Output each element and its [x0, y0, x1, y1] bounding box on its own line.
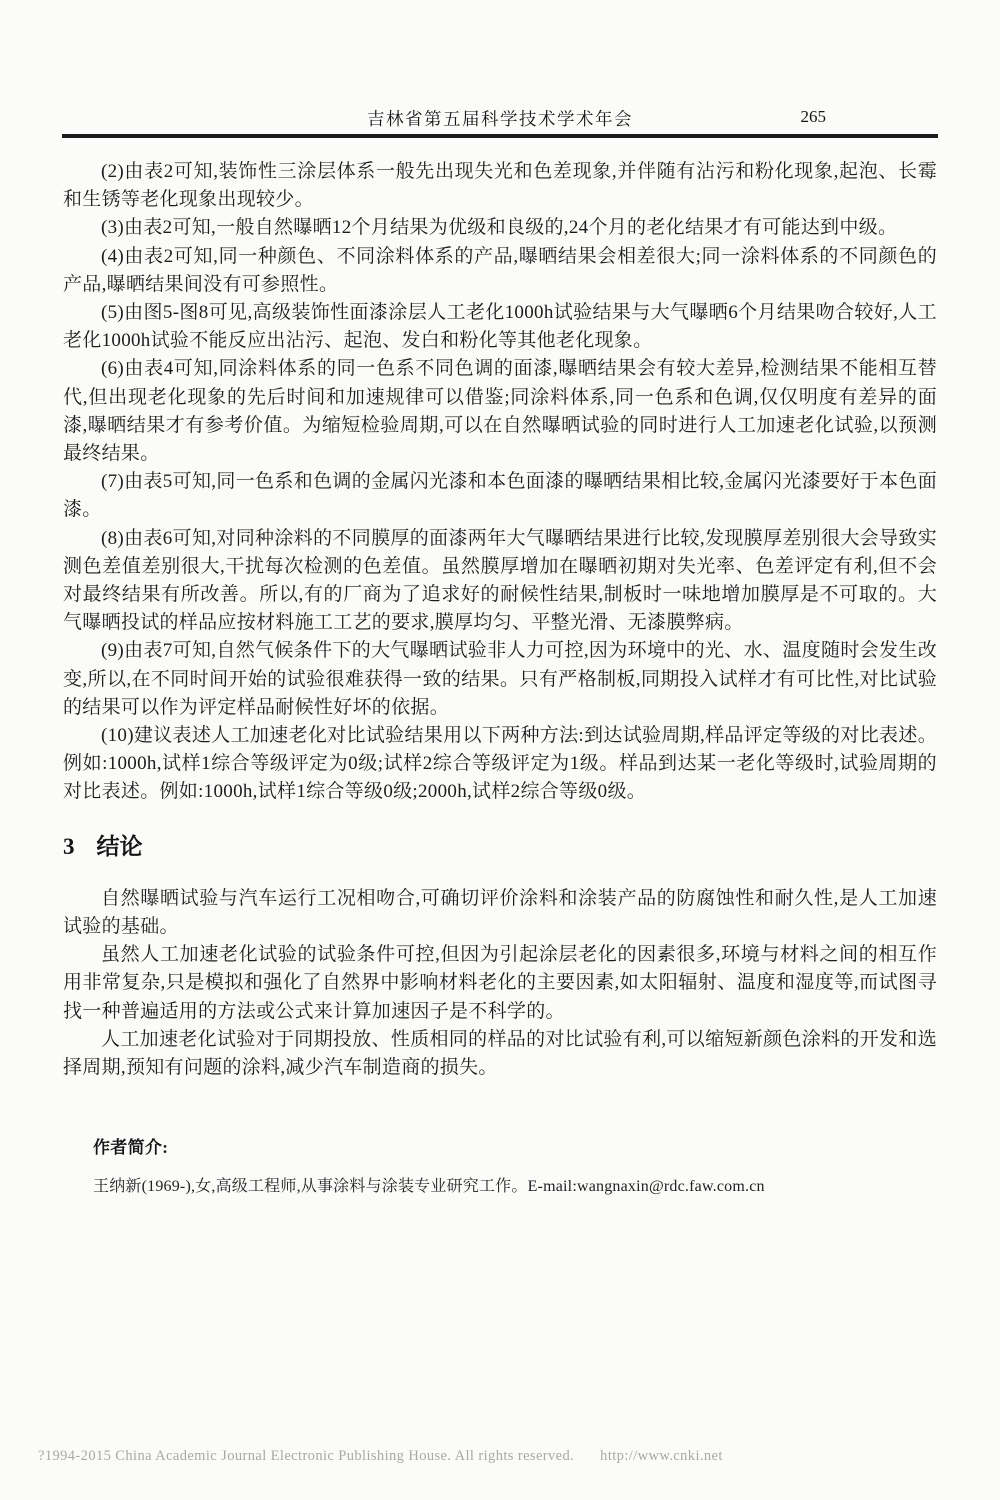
header-title-line — [62, 106, 938, 132]
body-paragraph-8: (8)由表6可知,对同种涂料的不同膜厚的面漆两年大气曝晒结果进行比较,发现膜厚差别很大会导致实测色差值差别很大,干扰每次检测的色差值。虽然膜厚增加在曝晒初期对失光率、色差评定有利,但不会对最终结果有所改善。所以,有的厂商为了追求好的耐候性结果,制板时一味地增加膜厚是不可取的。大气曝晒投试的样品应按材料施工工艺的要求,膜厚均匀、平整光滑、无漆膜弊病。 — [63, 527, 937, 634]
header-double-rule — [62, 134, 938, 138]
cnki-footer-watermark — [38, 1448, 958, 1465]
body-paragraph-6: (6)由表4可知,同涂料体系的同一色系不同色调的面漆,曝晒结果会有较大差异,检测结果不能相互替代,但出现老化现象的先后时间和加速规律可以借鉴;同涂料体系,同一色系和色调,仅仅明度有差异的面漆,曝晒结果才有参考价值。为缩短检验周期,可以在自然曝晒试验的同时进行人工加速老化试验,以预测最终结果。 — [63, 358, 937, 465]
author-section — [93, 1134, 937, 1200]
section-heading-conclusion — [63, 833, 937, 861]
page-number: 265 — [800, 107, 826, 126]
body-paragraph-9: (9)由表7可知,自然气候条件下的大气曝晒试验非人力可控,因为环境中的光、水、温度随时会发生改变,所以,在不同时间开始的试验很难获得一致的结果。只有严格制板,同期投入试样才有可比性,对比试验的结果可以作为评定样品耐候性好坏的依据。 — [63, 640, 937, 718]
body-paragraph-7: (7)由表5可知,同一色系和色调的金属闪光漆和本色面漆的曝晒结果相比较,金属闪光漆要好于本色面漆。 — [63, 471, 937, 521]
body-paragraph-10: (10)建议表述人工加速老化对比试验结果用以下两种方法:到达试验周期,样品评定等级的对比表述。例如:1000h,试样1综合等级评定为0级;试样2综合等级评定为1级。样品到达某一老化等级时,试验周期的对比表述。例如:1000h,试样1综合等级0级;2000h,试样2综合等级0级。 — [63, 725, 937, 803]
author-bio-heading: 作者简介: — [93, 1138, 169, 1158]
page-header — [62, 106, 938, 138]
body-paragraph-4: (4)由表2可知,同一种颜色、不同涂料体系的产品,曝晒结果会相差很大;同一涂料体系的不同颜色的产品,曝晒结果间没有可参照性。 — [63, 245, 937, 295]
section-number: 3 — [63, 833, 75, 859]
document-body — [63, 158, 937, 1201]
conclusion-paragraph-3: 人工加速老化试验对于同期投放、性质相同的样品的对比试验有利,可以缩短新颜色涂料的开发和选择周期,预知有问题的涂料,减少汽车制造商的损失。 — [63, 1028, 937, 1079]
section-title: 结论 — [96, 833, 143, 859]
footer-url-text: http://www.cnki.net — [600, 1448, 723, 1464]
conclusion-paragraph-2: 虽然人工加速老化试验的试验条件可控,但因为引起涂层老化的因素很多,环境与材料之间的相互作用非常复杂,只是模拟和强化了自然界中影响材料老化的主要因素,如太阳辐射、温度和湿度等,而试图寻找一种普遍适用的方法或公式来计算加速因子是不科学的。 — [63, 944, 937, 1022]
author-bio-text: 王纳新(1969-),女,高级工程师,从事涂料与涂装专业研究工作。E-mail:wangnaxin@rdc.faw.com.cn — [93, 1177, 765, 1195]
body-paragraph-3: (3)由表2可知,一般自然曝晒12个月结果为优级和良级的,24个月的老化结果才有可能达到中级。 — [101, 217, 898, 239]
footer-copyright-text: ?1994-2015 China Academic Journal Electronic Publishing House. All rights reserved. — [38, 1448, 575, 1464]
body-paragraph-5: (5)由图5-图8可见,高级装饰性面漆涂层人工老化1000h试验结果与大气曝晒6个月结果吻合较好,人工老化1000h试验不能反应出沾污、起泡、发白和粉化等其他老化现象。 — [63, 302, 937, 352]
body-paragraph-2: (2)由表2可知,装饰性三涂层体系一般先出现失光和色差现象,并伴随有沾污和粉化现象,起泡、长霉和生锈等老化现象出现较少。 — [63, 161, 937, 211]
journal-title: 吉林省第五届科学技术学术年会 — [367, 109, 633, 129]
conclusion-paragraph-1: 自然曝晒试验与汽车运行工况相吻合,可确切评价涂料和涂装产品的防腐蚀性和耐久性,是人工加速试验的基础。 — [63, 887, 937, 938]
